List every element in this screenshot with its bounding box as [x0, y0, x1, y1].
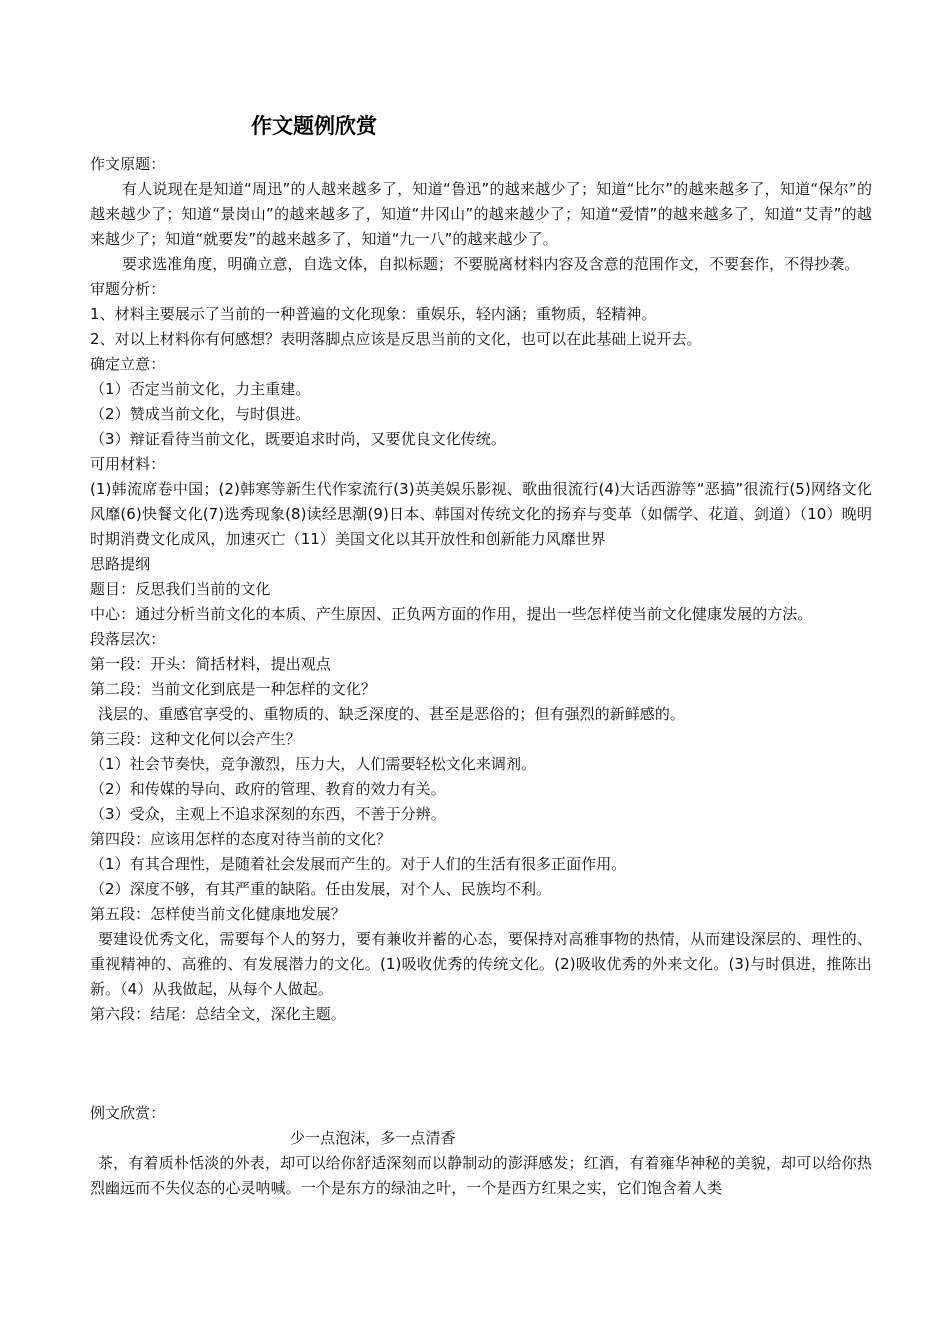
analysis-heading: 审题分析： — [90, 280, 166, 298]
theme-item-1: （1）否定当前文化，力主重建。 — [90, 380, 311, 398]
paragraph-3-item-2: （2）和传媒的导向、政府的管理、教育的效力有关。 — [90, 780, 446, 798]
theme-item-3: （3）辩证看待当前文化，既要追求时尚，又要优良文化传统。 — [90, 430, 506, 448]
paragraph-3-item-1: （1）社会节奏快，竞争激烈，压力大，人们需要轻松文化来调剂。 — [90, 755, 537, 773]
analysis-item-2: 2、对以上材料你有何感想？表明落脚点应该是反思当前的文化，也可以在此基础上说开去。 — [90, 330, 702, 348]
paragraph-2-detail: 浅层的、重感官享受的、重物质的、缺乏深度的、甚至是恶俗的；但有强烈的新鲜感的。 — [98, 705, 685, 723]
paragraph-4-item-1: （1）有其合理性，是随着社会发展而产生的。对于人们的生活有很多正面作用。 — [90, 855, 627, 873]
theme-heading: 确定立意： — [90, 355, 166, 373]
spacer — [90, 1027, 872, 1101]
prompt-heading: 作文原题： — [90, 155, 166, 173]
paragraph-4: 第四段：应该用怎样的态度对待当前的文化？ — [90, 830, 392, 848]
document-body — [90, 152, 872, 1201]
prompt-text: 有人说现在是知道“周迅”的人越来越多了，知道“鲁迅”的越来越少了；知道“比尔”的越来越多了，知道“保尔”的越来越少了；知道“景岗山”的越来越多了，知道“井冈山”的越来越少了；知道“爱情”的越来越多了，知道“艾青”的越来越少了；知道“就要发”的越来越多了，知道“九一八”的越来越少了。 — [90, 180, 872, 248]
paragraph-4-item-2: （2）深度不够，有其严重的缺陷。任由发展，对个人、民族均不利。 — [90, 880, 552, 898]
paragraph-6: 第六段：结尾：总结全文，深化主题。 — [90, 1005, 346, 1023]
materials-text: (1)韩流席卷中国；(2)韩寒等新生代作家流行(3)英美娱乐影视、歌曲很流行(4)大话西游等“恶搞”很流行(5)网络文化风靡(6)快餐文化(7)选秀现象(8)读经思潮(9)日本、韩国对传统文化的扬弃与变革（如儒学、花道、剑道）（10）晚明时期消费文化成风，加速灭亡（11）美国文化以其开放性和创新能力风靡世界 — [90, 480, 872, 548]
example-heading: 例文欣赏： — [90, 1104, 166, 1122]
levels-heading: 段落层次： — [90, 630, 166, 648]
analysis-item-1: 1、材料主要展示了当前的一种普遍的文化现象：重娱乐，轻内涵；重物质，轻精神。 — [90, 305, 657, 323]
requirement-text: 要求选准角度，明确立意，自选文体，自拟标题；不要脱离材料内容及含意的范围作文，不要套作，不得抄袭。 — [122, 255, 860, 273]
essay-text: 茶，有着质朴恬淡的外表，却可以给你舒适深刻而以静制动的澎湃感发；红酒，有着雍华神秘的美貌，却可以给你热烈幽远而不失仪态的心灵呐喊。一个是东方的绿油之叶，一个是西方红果之实，它们饱含着人类 — [90, 1154, 872, 1197]
essay-title: 少一点泡沫，多一点清香 — [290, 1129, 456, 1147]
theme-item-2: （2）赞成当前文化，与时俱进。 — [90, 405, 311, 423]
paragraph-5-detail: 要建设优秀文化，需要每个人的努力，要有兼收并蓄的心态，要保持对高雅事物的热情，从而建设深层的、理性的、重视精神的、高雅的、有发展潜力的文化。(1)吸收优秀的传统文化。(2)吸收优秀的外来文化。(3)与时俱进，推陈出新。（4）从我做起，从每个人做起。 — [90, 930, 872, 998]
materials-heading: 可用材料： — [90, 455, 166, 473]
topic-line: 题目：反思我们当前的文化 — [90, 580, 271, 598]
paragraph-2: 第二段：当前文化到底是一种怎样的文化？ — [90, 680, 376, 698]
paragraph-3: 第三段：这种文化何以会产生？ — [90, 730, 301, 748]
outline-heading: 思路提纲 — [90, 555, 151, 573]
center-line: 中心：通过分析当前文化的本质、产生原因、正负两方面的作用，提出一些怎样使当前文化健康发展的方法。 — [90, 605, 813, 623]
paragraph-5: 第五段：怎样使当前文化健康地发展？ — [90, 905, 346, 923]
paragraph-3-item-3: （3）受众，主观上不追求深刻的东西，不善于分辨。 — [90, 805, 446, 823]
document-title: 作文题例欣赏 — [251, 114, 377, 138]
paragraph-1: 第一段：开头：简括材料，提出观点 — [90, 655, 331, 673]
